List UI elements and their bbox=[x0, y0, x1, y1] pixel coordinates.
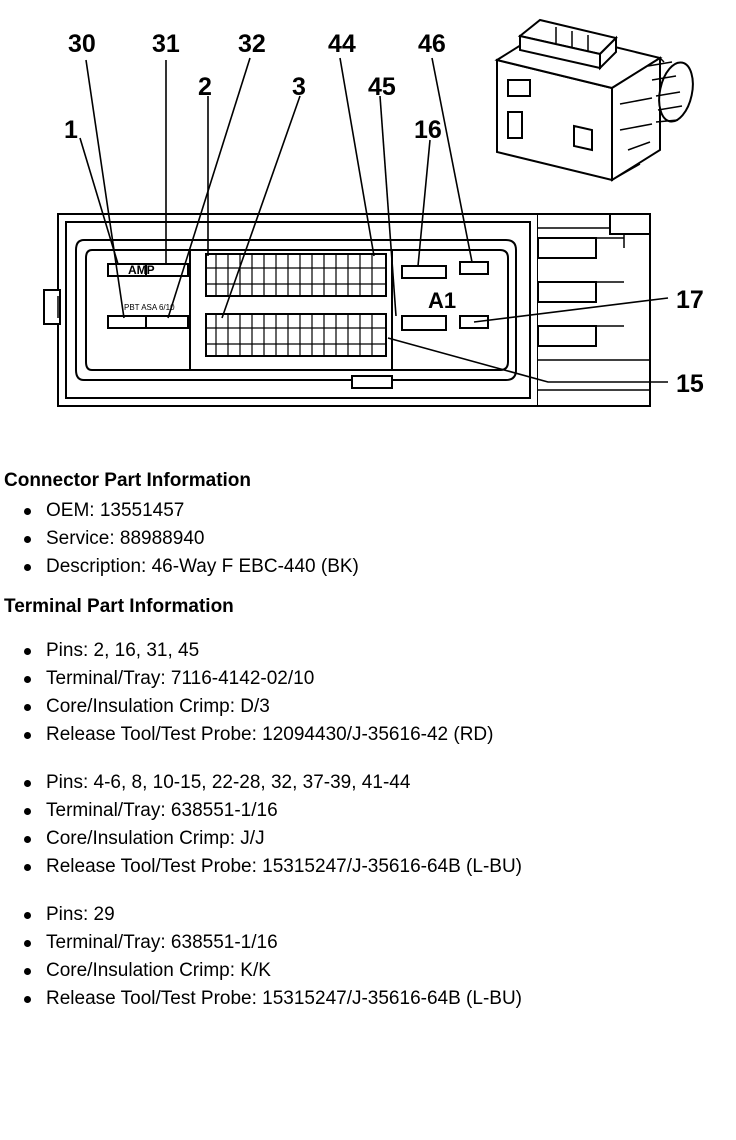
terminal-group-3-list bbox=[0, 902, 736, 1012]
list-item: Terminal/Tray: 7116-4142-02/10 bbox=[0, 666, 736, 692]
terminal-part-information-section bbox=[0, 596, 736, 1012]
connector-part-information-list bbox=[0, 498, 736, 580]
callout-2: 2 bbox=[198, 73, 212, 101]
callout-32: 32 bbox=[238, 30, 266, 58]
list-item: Core/Insulation Crimp: D/3 bbox=[0, 694, 736, 720]
callout-3: 3 bbox=[292, 73, 306, 101]
list-item: Release Tool/Test Probe: 12094430/J-35616-42 (RD) bbox=[0, 722, 736, 748]
list-item: Pins: 2, 16, 31, 45 bbox=[0, 638, 736, 664]
part-information-text bbox=[0, 470, 736, 1014]
callout-16: 16 bbox=[414, 116, 442, 144]
list-item: Core/Insulation Crimp: K/K bbox=[0, 958, 736, 984]
list-item: Description: 46-Way F EBC-440 (BK) bbox=[0, 554, 736, 580]
list-item: Terminal/Tray: 638551-1/16 bbox=[0, 798, 736, 824]
list-item: Core/Insulation Crimp: J/J bbox=[0, 826, 736, 852]
connector-part-information-heading: Connector Part Information bbox=[4, 470, 252, 491]
callout-1: 1 bbox=[64, 116, 78, 144]
list-item: Release Tool/Test Probe: 15315247/J-35616-64B (L-BU) bbox=[0, 854, 736, 880]
connector-diagram bbox=[0, 0, 736, 460]
callout-15: 15 bbox=[676, 370, 704, 398]
list-item: Service: 88988940 bbox=[0, 526, 736, 552]
cavity-a1-label: A1 bbox=[428, 288, 457, 313]
connector-brand-label: AMP bbox=[128, 263, 155, 277]
connector-material-label: PBT ASA 6/10 bbox=[124, 303, 175, 312]
list-item: Terminal/Tray: 638551-1/16 bbox=[0, 930, 736, 956]
callout-45: 45 bbox=[368, 73, 396, 101]
terminal-group-1-list bbox=[0, 638, 736, 748]
callout-17: 17 bbox=[676, 286, 704, 314]
callout-31: 31 bbox=[152, 30, 180, 58]
connector-diagram-svg bbox=[0, 0, 736, 460]
terminal-part-information-heading: Terminal Part Information bbox=[4, 596, 234, 617]
list-item: Pins: 4-6, 8, 10-15, 22-28, 32, 37-39, 41-44 bbox=[0, 770, 736, 796]
connector-3d-illustration bbox=[497, 20, 698, 180]
callout-44: 44 bbox=[328, 30, 356, 58]
connector-part-information-section bbox=[0, 470, 736, 580]
list-item: Pins: 29 bbox=[0, 902, 736, 928]
list-item: OEM: 13551457 bbox=[0, 498, 736, 524]
callout-30: 30 bbox=[68, 30, 96, 58]
list-item: Release Tool/Test Probe: 15315247/J-35616-64B (L-BU) bbox=[0, 986, 736, 1012]
terminal-group-2-list bbox=[0, 770, 736, 880]
callout-46: 46 bbox=[418, 30, 446, 58]
